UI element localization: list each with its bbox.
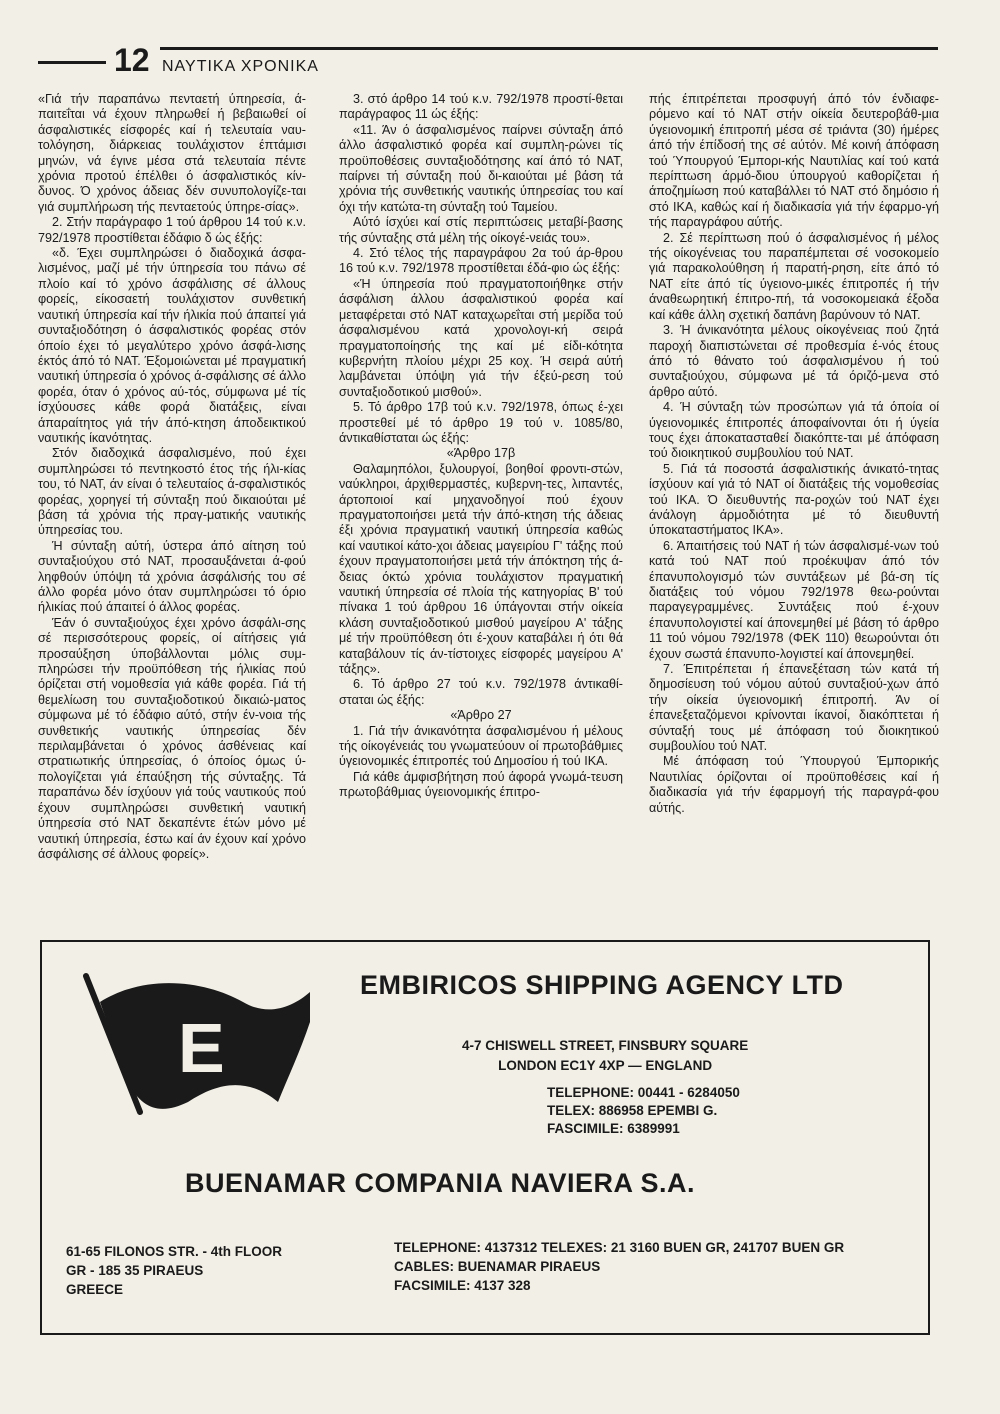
company-name-buenamar: BUENAMAR COMPANIA NAVIERA S.A.	[185, 1168, 696, 1198]
paragraph: Ή σύνταξη αύτή, ύστερα άπό αίτηση τού συνταξιούχου στό ΝΑΤ, προσαυξάνεται ά-φού ληφθούν ύπόψη τά χρόνια άσφάλισής του σέ άλλο φορέα μόνο όταν συμπληρώσει τό όριο ήλικίας πού άπαιτεί ό άλλος φορέας.	[38, 538, 306, 615]
paragraph: 4. Ή σύνταξη τών προσώπων γιά τά όποία οί ύγειονομικές έπιτροπές άποφαίνονται ότι ή ύγεία τους έχει άποκατασταθεί διακόπτε-ται μέ άπόφαση τού διοικητικού συμβουλίου τού ΝΑΤ.	[649, 400, 939, 461]
paragraph: Γιά κάθε άμφισβήτηση πού άφορά γνωμά-τευση πρωτοβάθμιας ύγειονομικής έπιτρο-	[339, 769, 623, 800]
header-rule-right	[160, 47, 938, 50]
text-column-1	[38, 92, 306, 862]
telex: TELEX: 886958 EPEMBI G.	[547, 1103, 718, 1118]
text-column-3	[649, 92, 939, 816]
address-line: GR - 185 35 PIRAEUS	[66, 1263, 204, 1278]
telephone: TELEPHONE: 4137312 TELEXES: 21 3160 BUEN GR, 241707 BUEN GR	[394, 1240, 845, 1255]
paragraph: 5. Γιά τά ποσοστά άσφαλιστικής άνικατό-τητας ίσχύουν καί γιά τό ΝΑΤ οί διατάξεις τής νομοθεσίας τού ΙΚΑ. Ό διευθυντής πα-ροχών τού ΝΑΤ έχει άνάλογη άρμοδιότητα μέ τό διευθυντή ύποκαταστήματος ΙΚΑ».	[649, 461, 939, 538]
article-heading: «Άρθρο 17β	[446, 446, 516, 461]
paragraph: Έάν ό συνταξιούχος έχει χρόνο άσφάλι-σης σέ περισσότερους φορείς, οί αίτήσεις γιά προσαύξηση ύποβάλλονται μόλις συμ-πληρώσει τήν προϋπόθεση τής ήλικίας πού όρίζεται στή νομοθεσία γιά κάθε φορέα. Γιά τή θεμελίωση του συνταξιοδοτικού δικαιώ-ματος σύμφωνα μέ τό έδάφιο αύτό, στήν έν-νοια τής συνθετικής ναυτικής ύπηρεσίας δέν περιλαμβάνεται ό χρόνος άσθένειας καί στρατιωτικής ύπηρεσίας, ό όποίος όμως ύ-πολογίζεται γιά έπαύξηση τής σύνταξης. Τά παραπάνω δέν ίσχύουν γιά τούς ναυτικούς πού έχουν συμπληρώσει συνθετική ναυτική ύπηρεσία στό ΝΑΤ δεκαπέντε έτών μόνο μέ ναυτική ύπηρεσία, έστω καί άν έχουν καί χρόνο άσφάλισης σέ άλλους φορείς».	[38, 615, 306, 861]
header-rule-left	[38, 61, 106, 64]
article-heading: «Άρθρο 27	[450, 708, 512, 723]
buenamar-address	[66, 1242, 282, 1299]
address-line: GREECE	[66, 1282, 124, 1297]
paragraph: Μέ άπόφαση τού Ύπουργού Έμπορικής Ναυτιλίας όρίζονται οί προϋποθέσεις καί ή διαδικασία γιά τήν έφαρμογή τής παραγρά-φου αύτής.	[649, 754, 939, 815]
buenamar-contacts	[394, 1238, 844, 1295]
paragraph: 2. Σέ περίπτωση πού ό άσφαλισμένος ή μέλος τής οίκογένειας του παραπέμπεται σέ νοσοκομείο γιά παρακολούθηση ή παρατή-ρηση, είτε άπό τό ΝΑΤ είτε άπό τίς ύγειονο-μικές έπιτροπές ή τήν άναθεωρητική έπιτρο-πή, τά νοσοκομειακά έξοδα καί κάθε άλλη σχετική δαπάνη βαρύνουν τό ΝΑΤ.	[649, 230, 939, 322]
paragraph: «11. Άν ό άσφαλισμένος παίρνει σύνταξη άπό άλλο άσφαλιστικό φορέα καί συμπλη-ρώνει τίς προϋποθέσεις συνταξιοδότησης καί άπό τό ΝΑΤ, παίρνει τή σύνταξη πού δι-καιούται μέ βάση τά χρόνια τής συνθετικής ναυτικής ύπηρεσίας του καί όχι τήν κατώτα-τη σύνταξη τού Ταμείου.	[339, 122, 623, 214]
paragraph: 2. Στήν παράγραφο 1 τού άρθρου 14 τού κ.ν. 792/1978 προστίθεται έδάφιο δ ώς έξής:	[38, 215, 306, 245]
embiricos-contacts	[547, 1084, 740, 1138]
company-name-embiricos: EMBIRICOS SHIPPING AGENCY LTD	[360, 970, 844, 1000]
paragraph: «δ. Έχει συμπληρώσει ό διαδοχικά άσφα-λισμένος, μαζί μέ τήν ύπηρεσία του πάνω σέ πλοίο καί τό χρόνο άσφάλισης σέ άλλους φορείς, είκοσαετή τουλάχιστον συνθετική ναυτική ύπηρεσία καί τήν ήλικία πού άπαιτεί γιά συνταξιοδότηση ό άσφαλιστικός φορέας στόν όποίο έχει τό μεγαλύτερο χρόνο άσφά-λισης έκτός άπό τό ΝΑΤ. Έξομοιώνεται μέ πραγματική ναυτική ύπηρεσία ό χρόνος ά-σφάλισης σέ άλλο φορέα, όταν ό χρόνος αύ-τός, σύμφωνα μέ τίς ίσχύουσες κάθε φορά διατάξεις, είναι άπαραίτητος γιά τήν άπό-κτηση άποδεικτικού ναυτικής ίκανότητας.	[38, 246, 306, 445]
flag-letter: E	[178, 1009, 225, 1087]
address-line: LONDON EC1Y 4XP — ENGLAND	[498, 1058, 713, 1073]
flag-logo-icon	[78, 962, 318, 1132]
telephone: TELEPHONE: 00441 - 6284050	[547, 1085, 740, 1100]
paragraph: 1. Γιά τήν άνικανότητα άσφαλισμένου ή μέλους τής οίκογένειάς του γνωματεύουν οί πρωτοβάθμιες ύγειονομικές έπιτροπές τού Δημοσίου ή τού ΙΚΑ.	[339, 723, 623, 769]
fax: FASCIMILE: 6389991	[547, 1121, 680, 1136]
paragraph: πής έπιτρέπεται προσφυγή άπό τόν ένδιαφε-ρόμενο καί τό ΝΑΤ στήν οίκεία δευτεροβάθ-μια ύγειονομική έπιτροπή μέσα σέ τριάντα (30) ήμέρες άπό τήν έπίδοσή της σέ αύτόν. Μέ κοινή άπόφαση τού Ύπουργού Έμπορι-κής Ναυτιλίας καί τού κατά περίπτωση άρμό-διου ύπουργού καθορίζεται ή άποζημίωση πού καταβάλλει τό ΝΑΤ στό δημόσιο ή στό ΙΚΑ, καθώς καί ή διαδικασία γιά τήν έφαρμο-γή τής παραγράφου αύτής.	[649, 92, 939, 230]
magazine-title: ΝΑΥΤΙΚΑ ΧΡΟΝΙΚΑ	[162, 58, 319, 75]
paragraph: 6. Άπαιτήσεις τού ΝΑΤ ή τών άσφαλισμέ-νων τού κατά τού ΝΑΤ πού προέκυψαν άπό τόν έπανυπολογισμό τών συντάξεων μέ βά-ση τίς διατάξεις τού νόμου 792/1978 θεω-ρούνται παραγεγραμμένες. Συντάξεις πού έ-χουν έπανυπολογιστεί καί άπονεμηθεί μέ βάση τό άρθρο 11 τού νόμου 792/1978 (ΦΕΚ 110) θεωρούνται ότι έχουν σωστά έπανυπο-λογιστεί καί άπονεμηθεί.	[649, 538, 939, 661]
paragraph: «Γιά τήν παραπάνω πενταετή ύπηρεσία, ά-παιτεΐται νά έχουν πληρωθεί ή βεβαιωθεί οί άσφαλιστικές είσφορές καί ή τελευταία ναυ-τολόγηση, διάρκειας τουλάχιστον έπτάμισι μηνών, νά έγινε μέσα στά τελευταία πέντε χρόνια προτού έπέλθει ό άσφαλιστικός κίν-δυνος. Ό χρόνος άδειας δέν συνυπολογίζε-ται γιά συμπλήρωση τής πενταετούς ύπηρε-σίας».	[38, 92, 306, 214]
address-line: 4-7 CHISWELL STREET, FINSBURY SQUARE	[462, 1038, 749, 1053]
page-number: 12	[114, 42, 150, 78]
paragraph: 3. στό άρθρο 14 τού κ.ν. 792/1978 προστί-θεται παράγραφος 11 ώς έξής:	[339, 92, 623, 122]
paragraph: 7. Έπιτρέπεται ή έπανεξέταση τών κατά τή δημοσίευση τού νόμου αύτού συνταξιού-χων άπό τήν οίκεία ύγειονομική έπιτροπή. Άν οί έπανεξεταζόμενοι κρίνονται ίκανοί, διακόπτεται ή σύνταξή τους μέ άπόφαση τού διοικητικού συμβουλίου τού ΝΑΤ.	[649, 662, 939, 754]
paragraph: Θαλαμηπόλοι, ξυλουργοί, βοηθοί φροντι-στών, ναύκληροι, άρχιθερμαστές, κυβερνη-τες, λιπαντές, άρτοποιοί καί μηχανοδηγοί πού έχουν πραγματοποιήσει μετά τήν άπό-κτηση τής άδειας έξι χρόνια πραγματική ναυτική ύπηρεσία καθώς καί ναυτικοί κάτο-χοι άδειας μαγειρίου Γ' τάξης πού έχουν πραγματοποιήσει μετά τήν άπόκτηση τής ά-δειας όκτώ χρόνια τουλάχιστον πραγματική ναυτική ύπηρεσία σέ πλοία τής κατηγορίας Β' τού πίνακα 1 τού άρθρου 16 ύπάγονται στήν οίκεία κλάση συνταξιοδοτικού μισθού μαγείρου Α' τάξης μέ τήν προϋπόθεση ότι έ-χουν καταβάλει ή ότι θά καταβάλουν τίς άν-τίστοιχες είσφορές μαγείρου Α' τάξης».	[339, 461, 623, 677]
paragraph: «Ή ύπηρεσία πού πραγματοποιήθηκε στήν άσφάλιση άλλου άσφαλιστικού φορέα καί μεταφέρεται στό ΝΑΤ καταχωρεΐται στή μερίδα τού άσφαλισμένου κατά χρονολογι-κή σειρά πραγματοποίησής της καί μέ είδι-κότητα κυβερνήτη πλοίου μέχρι 25 κοχ. Ή σειρά αύτή λαμβάνεται ύπόψη γιά τήν έξεύ-ρεση τού συνταξιοδοτικού μισθού».	[339, 276, 623, 399]
page-header	[38, 42, 938, 82]
paragraph: Στόν διαδοχικά άσφαλισμένο, πού έχει συμπληρώσει τό πεντηκοστό έτος τής ήλι-κίας του, τό ΝΑΤ, άν είναι ό τελευταίος ά-σφαλιστικός φορέας, χορηγεί τή σύνταξη πού δικαιούται μέ βάση τά χρόνια τής πραγ-ματικής ναυτικής ύπηρεσίας του.	[38, 446, 306, 538]
address-line: 61-65 FILONOS STR. - 4th FLOOR	[66, 1244, 283, 1259]
embiricos-address	[462, 1036, 748, 1076]
fax: FACSIMILE: 4137 328	[394, 1278, 531, 1293]
text-column-2	[339, 92, 623, 801]
paragraph: 6. Τό άρθρο 27 τού κ.ν. 792/1978 άντικαθί-σταται ώς έξής:	[339, 677, 623, 707]
paragraph: 3. Ή άνικανότητα μέλους οίκογένειας πού ζητά παροχή διαπιστώνεται σέ προθεσμία έ-νός έτους άπό τό θάνατο τού άσφαλισμένου ή τού συνταξιούχου, σύμφωνα μέ τά όριζό-μενα στό άρθρο αύτό.	[649, 323, 939, 399]
advertisement-box	[40, 940, 930, 1335]
paragraph: Αύτό ίσχύει καί στίς περιπτώσεις μεταβί-βασης τής σύνταξης στά μέλη τής οίκογέ-νειάς του».	[339, 215, 623, 245]
cables: CABLES: BUENAMAR PIRAEUS	[394, 1259, 601, 1274]
paragraph: 5. Τό άρθρο 17β τού κ.ν. 792/1978, όπως έ-χει προστεθεί μέ τό άρθρο 19 τού ν. 1085/80, άντικαθίσταται ώς έξής:	[339, 400, 623, 445]
paragraph: 4. Στό τέλος τής παραγράφου 2α τού άρ-θρου 16 τού κ.ν. 792/1978 προστίθεται έδά-φιο ώς έξής:	[339, 246, 623, 276]
